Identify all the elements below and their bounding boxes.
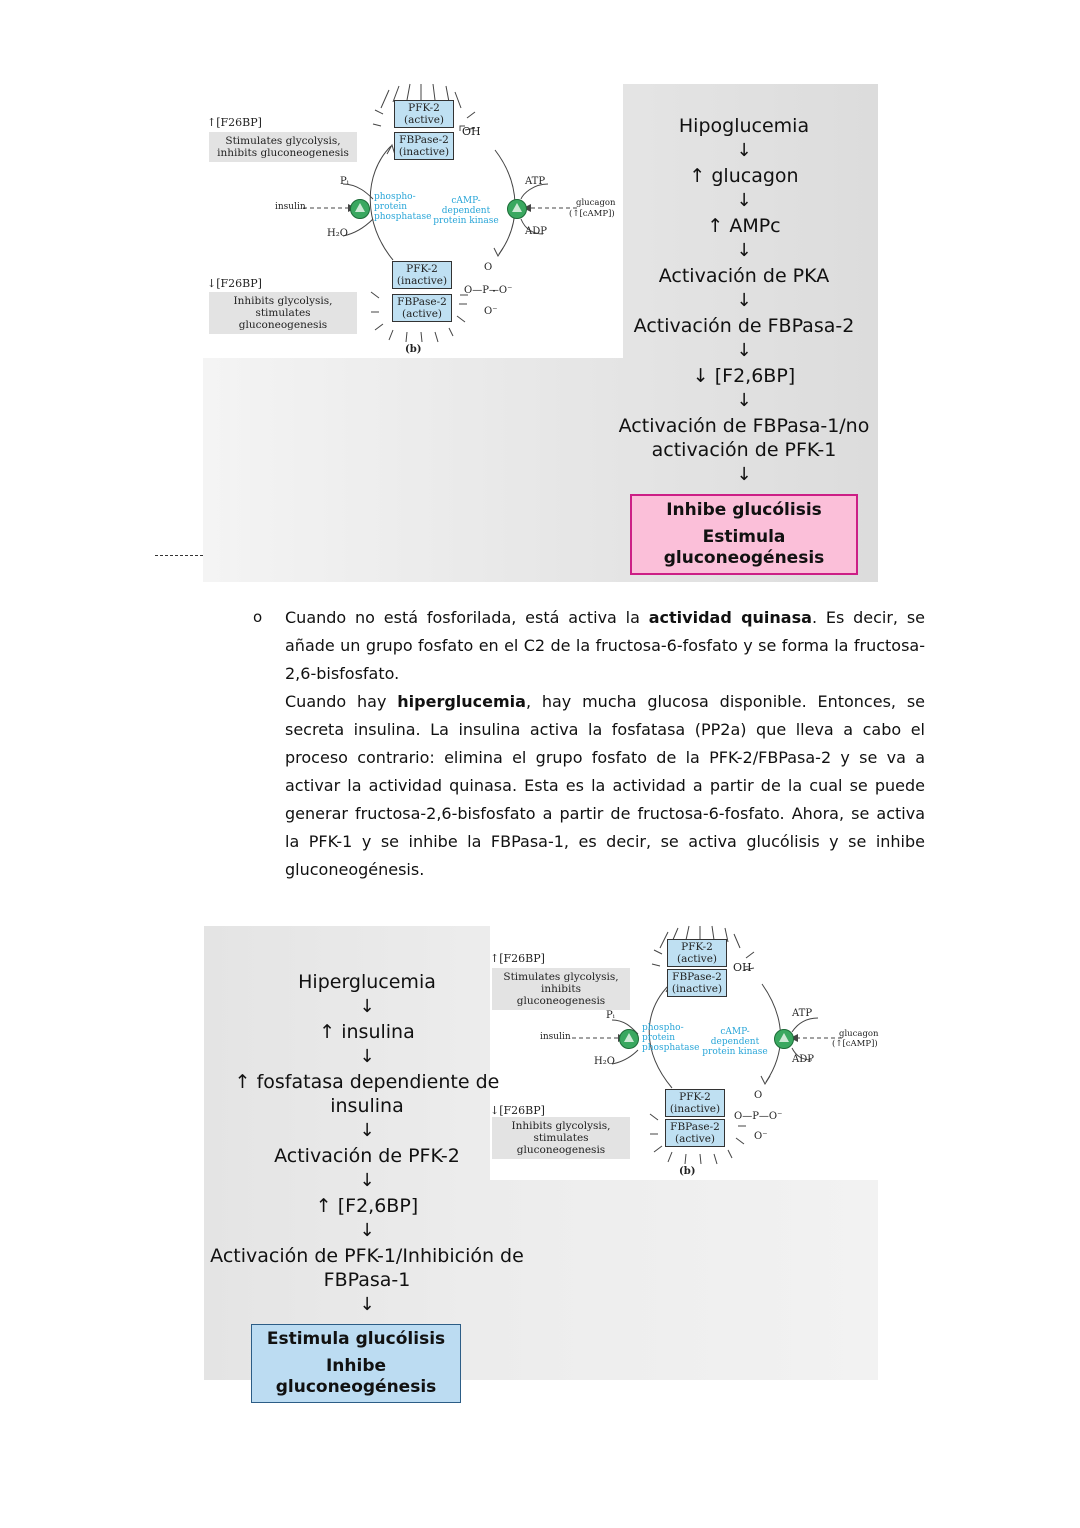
paragraph-hyperglycemia: [285, 688, 925, 884]
flow1-step-ampc: ↑ AMPc: [707, 215, 781, 237]
figure-hypoglycemia: [203, 84, 878, 582]
p2-text-c: , hay mucha glucosa disponible. Entonces, se secreta insulina. La insulina activa la fosfatasa (PP2a) que lleva a cabo el proceso contrario: elimina el grupo fosfato de la PFK-2/FBPasa-2 y se va a activar la actividad quinasa. Esta es la actividad a partir de la cual se puede generar fructosa-2,6-bisfosfato a partir de fructosa-6-fosfato. Ahora, se activa la PFK-1 y se inhibe la FBPasa-1, es decir, se activa glucólisis y se inhibe gluconeogénesis.: [285, 692, 925, 879]
up-f26bp-effect: Stimulates glycolysis, inhibits gluconeogenesis: [209, 132, 357, 162]
pfk2-active-box: [394, 100, 454, 128]
up-f26bp-effect-2: Stimulates glycolysis, inhibits gluconeogenesis: [492, 968, 630, 1010]
phosphate-o-minus-2: O⁻: [754, 1131, 768, 1142]
adp-label: ADP: [525, 226, 547, 237]
flow1-arrow: ↓: [736, 464, 752, 485]
kinase-label-2: cAMP-dependent protein kinase: [702, 1027, 768, 1057]
oh-label: OH: [462, 125, 481, 138]
insulin-label: insulin: [275, 202, 306, 212]
hypoglycemia-flow: [613, 114, 875, 575]
down-f26bp-effect: Inhibits glycolysis, stimulates gluconeogenesis: [209, 292, 357, 334]
fbpase2-active-box-2: [665, 1119, 725, 1147]
pfk2-inactive-box: [392, 261, 452, 289]
flow2-step-pfk1-b: FBPasa-1: [323, 1269, 411, 1291]
panel-label: (b): [405, 344, 422, 355]
up-f26bp-label-2: ↑[F26BP]: [490, 952, 545, 965]
pi-label-2: Pᵢ: [606, 1010, 615, 1021]
p2-bold: hiperglucemia: [397, 692, 526, 711]
flow1-arrow: ↓: [736, 240, 752, 261]
camp-label: (↑[cAMP]): [569, 209, 615, 219]
p1-text-a: Cuando no está fosforilada, está activa la: [285, 608, 649, 627]
fbpase2-inactive-label-2: FBPase-2 (inactive): [671, 971, 723, 995]
pi-label: Pᵢ: [340, 176, 349, 187]
list-bullet: o: [253, 608, 263, 626]
flow2-step-pfk1-a: Activación de PFK-1/Inhibición de: [210, 1245, 524, 1267]
phosphatase-label-2: phospho- protein phosphatase: [642, 1023, 700, 1053]
flow2-result-line2: Inhibe: [325, 1356, 387, 1376]
flow1-step-hipoglucemia: Hipoglucemia: [678, 115, 810, 137]
phosphate-o-2: O: [754, 1090, 763, 1101]
panel-label-2: (b): [679, 1166, 696, 1177]
flow1-result-line2: Estimula: [702, 527, 786, 547]
flow1-arrow: ↓: [736, 340, 752, 361]
flow2-arrow: ↓: [359, 996, 375, 1017]
pfk2-active-box-2: [667, 939, 727, 967]
fbpase2-active-label: FBPase-2 (active): [397, 296, 447, 320]
adp-label-2: ADP: [792, 1054, 814, 1065]
fbpase2-inactive-label: FBPase-2 (inactive): [398, 134, 450, 158]
flow2-arrow: ↓: [359, 1046, 375, 1067]
flow2-step-f26bp: ↑ [F2,6BP]: [315, 1195, 419, 1217]
atp-label: ATP: [525, 176, 546, 187]
h2o-label: H₂O: [327, 228, 348, 239]
pfk2-inactive-box-2: [665, 1089, 725, 1117]
flow1-result-box: [630, 494, 858, 575]
flow2-result-line1: Estimula glucólisis: [266, 1329, 446, 1349]
down-f26bp-effect-2: Inhibits glycolysis, stimulates gluconeogenesis: [492, 1117, 630, 1159]
fbpase2-active-label-2: FBPase-2 (active): [670, 1121, 720, 1145]
phosphate-chain-2: O—P—O⁻: [734, 1111, 783, 1122]
flow1-step-fbpasa1-a: Activación de FBPasa-1/no: [618, 415, 870, 437]
kinase-enzyme-icon-2: [774, 1029, 794, 1049]
down-f26bp-label-2: ↓[F26BP]: [490, 1104, 545, 1117]
flow2-arrow: ↓: [359, 1170, 375, 1191]
atp-label-2: ATP: [792, 1008, 813, 1019]
fbpase2-active-box: [392, 294, 452, 322]
insulin-label-2: insulin: [540, 1032, 571, 1042]
oh-label-2: OH: [733, 961, 752, 974]
kinase-label: cAMP-dependent protein kinase: [433, 196, 499, 226]
glucagon-label-2: glucagon: [839, 1029, 879, 1039]
p1-bold: actividad quinasa: [648, 608, 812, 627]
h2o-label-2: H₂O: [594, 1056, 615, 1067]
flow1-step-glucagon: ↑ glucagon: [689, 165, 799, 187]
flow2-step-hiperglucemia: Hiperglucemia: [298, 971, 436, 993]
flow1-step-f26bp: ↓ [F2,6BP]: [692, 365, 796, 387]
flow2-step-fosfatasa: ↑ fosfatasa dependiente de insulina: [234, 1071, 500, 1117]
flow1-arrow: ↓: [736, 140, 752, 161]
flow1-result-line1: Inhibe glucólisis: [666, 500, 822, 520]
fbpase2-inactive-box: [394, 132, 454, 160]
flow2-arrow: ↓: [359, 1294, 375, 1315]
flow2-result-box: [251, 1324, 461, 1403]
phosphatase-label: phospho- protein phosphatase: [374, 192, 432, 222]
flow1-arrow: ↓: [736, 390, 752, 411]
hyperglycemia-flow: [204, 970, 530, 1403]
reaction-diagram-1: [203, 84, 623, 358]
pfk2-active-label: PFK-2 (active): [403, 102, 445, 126]
pfk2-active-label-2: PFK-2 (active): [676, 941, 718, 965]
flow1-step-pka: Activación de PKA: [658, 265, 830, 287]
p1-text-c: . Es decir, se añade un grupo fosfato en el C2 de la fructosa-6-fosfato y se forma la fructosa-2,6-bisfosfato.: [285, 608, 926, 683]
flow1-arrow: ↓: [736, 290, 752, 311]
flow1-arrow: ↓: [736, 190, 752, 211]
flow2-step-pfk2: Activación de PFK-2: [274, 1145, 460, 1167]
phosphate-o-minus: O⁻: [484, 306, 498, 317]
body-text: [285, 604, 925, 884]
dashed-separator: [155, 555, 203, 556]
flow2-step-insulina: ↑ insulina: [319, 1021, 415, 1043]
kinase-enzyme-icon: [507, 199, 527, 219]
down-f26bp-label: ↓[F26BP]: [207, 277, 262, 290]
flow2-arrow: ↓: [359, 1220, 375, 1241]
phosphatase-enzyme-icon-2: [619, 1029, 639, 1049]
phosphatase-enzyme-icon: [350, 199, 370, 219]
phosphate-o: O: [484, 262, 493, 273]
flow1-step-fbpasa1-b: activación de PFK-1: [651, 439, 837, 461]
pfk2-inactive-label: PFK-2 (inactive): [396, 263, 448, 287]
flow2-arrow: ↓: [359, 1120, 375, 1141]
p2-text-a: Cuando hay: [285, 692, 398, 711]
paragraph-kinase: [285, 604, 925, 688]
up-f26bp-label: ↑[F26BP]: [207, 116, 262, 129]
fbpase2-inactive-box-2: [667, 969, 727, 997]
flow1-step-fbpasa2: Activación de FBPasa-2: [633, 315, 855, 337]
figure-hyperglycemia: [204, 926, 879, 1397]
phosphate-chain: O—P—O⁻: [464, 285, 513, 296]
glucagon-label: glucagon: [576, 198, 616, 208]
flow2-result-line3: gluconeogénesis: [275, 1377, 437, 1397]
flow1-result-line3: gluconeogénesis: [663, 548, 825, 568]
pfk2-inactive-label-2: PFK-2 (inactive): [669, 1091, 721, 1115]
camp-label-2: (↑[cAMP]): [832, 1039, 878, 1049]
